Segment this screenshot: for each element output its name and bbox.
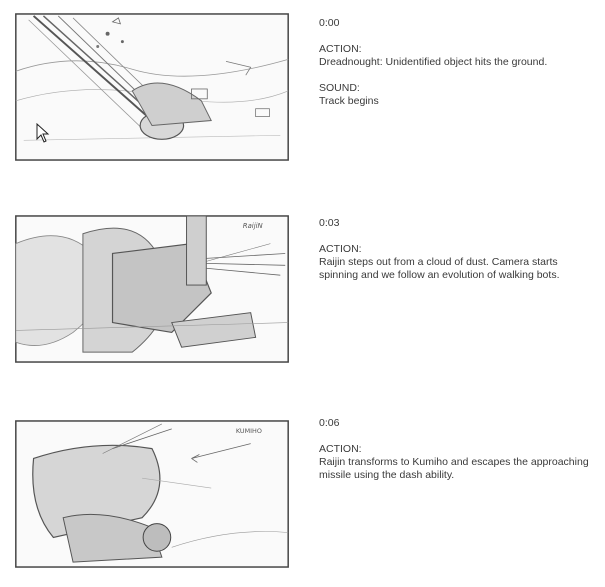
- panel-1-sound-text: Track begins: [319, 95, 379, 107]
- storyboard-frame-3: [12, 419, 292, 569]
- panel-3-notes: [319, 417, 589, 482]
- panel-1-sound-heading: SOUND:: [319, 82, 360, 94]
- sketch-impact: [12, 12, 292, 162]
- panel-3-time: 0:06: [319, 417, 340, 429]
- panel-2-notes: [319, 217, 589, 282]
- panel-1-time: 0:00: [319, 17, 340, 29]
- sketch-label-raijin: RaijiN: [242, 221, 263, 230]
- mouse-pointer-icon: [36, 123, 50, 143]
- panel-2-action-heading: ACTION:: [319, 243, 362, 255]
- panel-1-notes: [319, 17, 589, 108]
- panel-2-time: 0:03: [319, 217, 340, 229]
- sketch-kumiho: [12, 419, 292, 569]
- storyboard-frame-2: [12, 214, 292, 364]
- sketch-label-kumiho: KUMIHO: [235, 426, 262, 435]
- panel-1-action-text: Dreadnought: Unidentified object hits the ground.: [319, 56, 548, 68]
- sketch-raijin: [12, 214, 292, 364]
- panel-2-action-text: Raijin steps out from a cloud of dust. Camera starts spinning and we follow an evolution of walking bots.: [319, 256, 560, 281]
- panel-3-action-text: Raijin transforms to Kumiho and escapes the approaching missile using the dash ability.: [319, 456, 589, 481]
- panel-1-action-heading: ACTION:: [319, 43, 362, 55]
- storyboard-frame-1: [12, 12, 292, 162]
- panel-3-action-heading: ACTION:: [319, 443, 362, 455]
